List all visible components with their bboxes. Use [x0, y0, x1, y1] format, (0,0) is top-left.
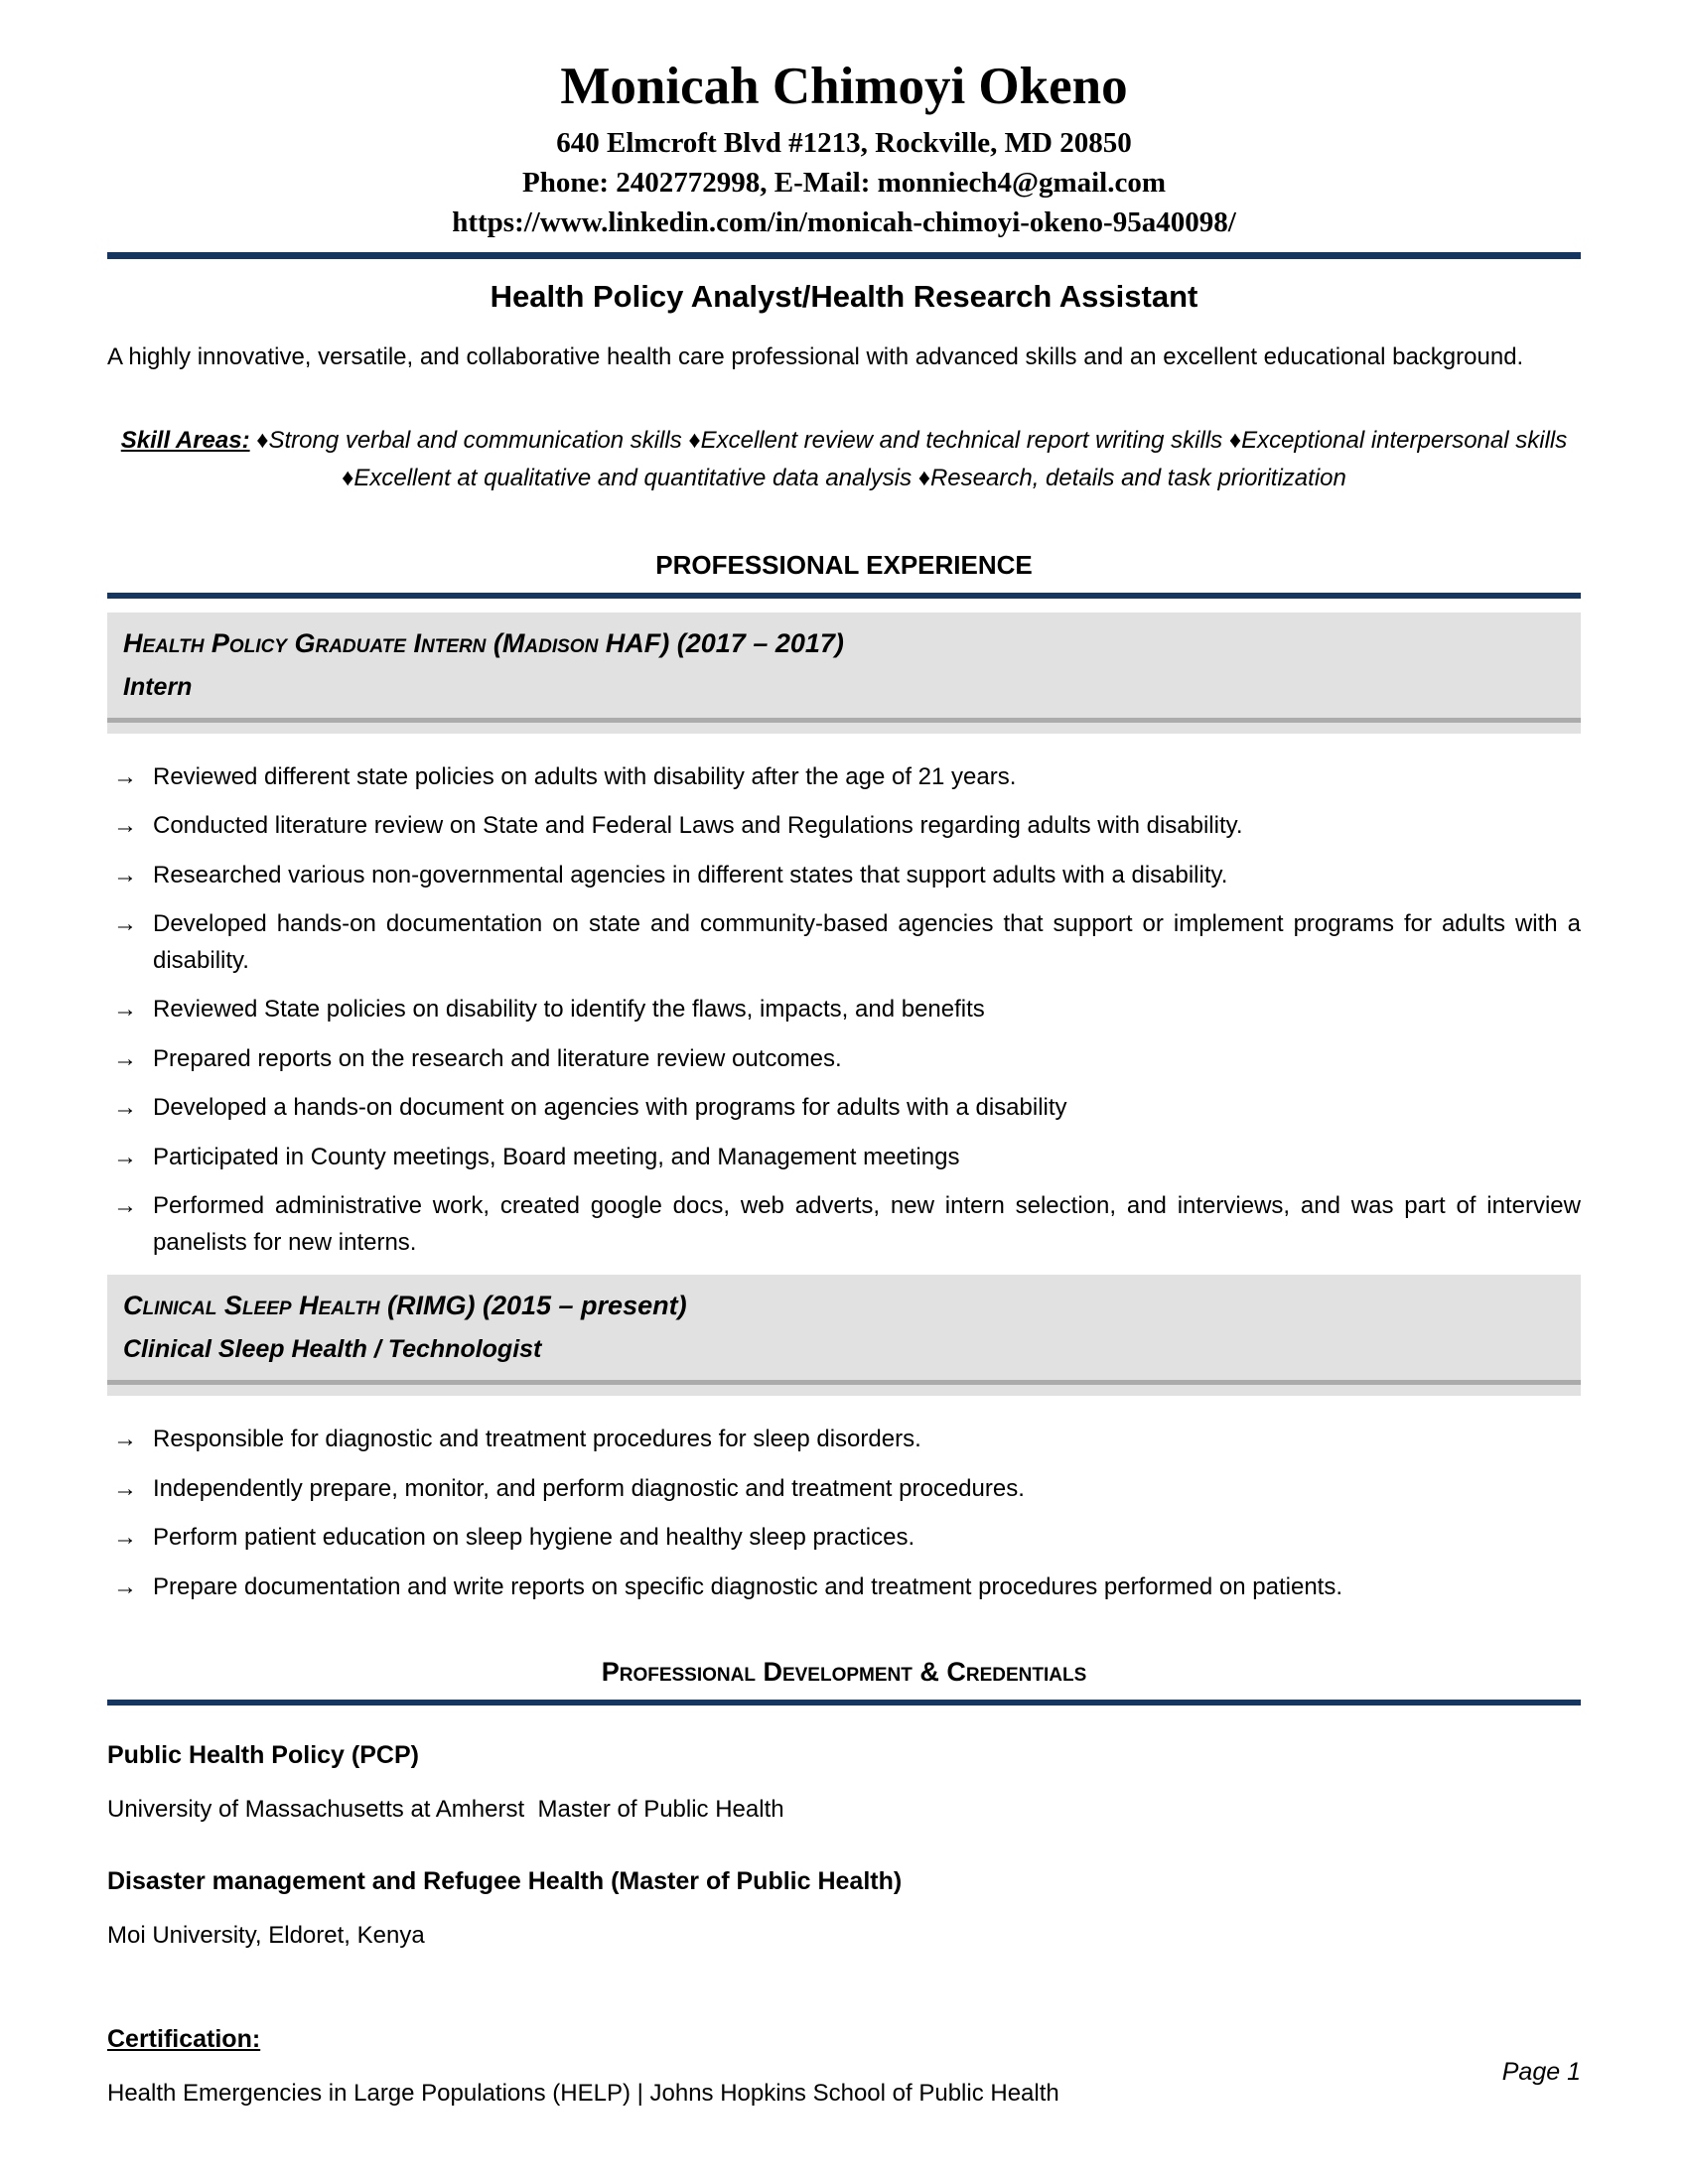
section-heading-development: Professional Development & Credentials [601, 1657, 1087, 1688]
arrow-bullet-icon: → [113, 1474, 137, 1502]
arrow-bullet-icon: → [113, 1426, 137, 1453]
bullet-item [107, 906, 1581, 979]
bullet-text: Prepared reports on the research and literature review outcomes. [153, 1044, 842, 1072]
job-bullet-list [107, 759, 1581, 1261]
job-subtitle: Intern [123, 672, 193, 701]
header-divider-rule [107, 252, 1581, 259]
arrow-bullet-icon: → [113, 1572, 137, 1600]
bullet-text: Prepare documentation and write reports on specific diagnostic and treatment procedures performed on patients. [153, 1572, 1343, 1600]
bullet-text: Independently prepare, monitor, and perform diagnostic and treatment procedures. [153, 1474, 1025, 1502]
arrow-bullet-icon: → [113, 1044, 137, 1072]
education-heading: Public Health Policy (PCP) [107, 1741, 419, 1770]
arrow-bullet-icon: → [113, 1143, 137, 1170]
skill-areas-label: Skill Areas: [120, 427, 250, 455]
education-detail: University of Massachusetts at Amherst Master of Public Health [107, 1796, 784, 1824]
certification-label: Certification: [107, 2025, 261, 2054]
education-heading: Disaster management and Refugee Health (Master of Public Health) [107, 1867, 903, 1896]
skill-areas [107, 422, 1581, 498]
bullet-text: Conducted literature review on State and Federal Laws and Regulations regarding adults with disability. [153, 812, 1243, 840]
bullet-item [107, 1520, 1581, 1556]
bullet-item [107, 1422, 1581, 1457]
bullet-item [107, 808, 1581, 844]
bullet-text: Reviewed State policies on disability to identify the flaws, impacts, and benefits [153, 996, 985, 1024]
bullet-item [107, 858, 1581, 893]
section-heading-experience: PROFESSIONAL EXPERIENCE [655, 549, 1033, 580]
job-title [123, 626, 1565, 661]
bullet-text: Reviewed different state policies on adults with disability after the age of 21 years. [153, 762, 1017, 790]
bullet-text: Perform patient education on sleep hygiene and healthy sleep practices. [153, 1524, 915, 1552]
bullet-item [107, 1140, 1581, 1175]
certification-block [107, 2025, 1581, 2108]
arrow-bullet-icon: → [113, 1192, 137, 1220]
education-detail: Moi University, Eldoret, Kenya [107, 1922, 425, 1950]
development-heading-rule [107, 1700, 1581, 1706]
bullet-item [107, 1041, 1581, 1077]
contact-line: Phone: 2402772998, E-Mail: monniech4@gmail.com [521, 166, 1166, 199]
arrow-bullet-icon: → [113, 996, 137, 1024]
bullet-item [107, 1188, 1581, 1261]
education-entry [107, 1867, 1581, 1950]
bullet-text: Responsible for diagnostic and treatment procedures for sleep disorders. [153, 1426, 921, 1453]
person-name: Monicah Chimoyi Okeno [560, 58, 1128, 115]
arrow-bullet-icon: → [113, 861, 137, 888]
job-bullet-list [107, 1422, 1581, 1605]
education-entry [107, 1741, 1581, 1824]
header [107, 56, 1581, 242]
summary-paragraph: A highly innovative, versatile, and collaborative health care professional with advanced skills and an excellent educational background. [107, 342, 1524, 370]
bullet-text: Developed hands-on documentation on state and community-based agencies that support or implement programs for adults with a disability. [153, 910, 1581, 974]
bullet-item [107, 1570, 1581, 1605]
bullet-text: Developed a hands-on document on agencies with programs for adults with a disability [153, 1094, 1067, 1122]
experience-heading-rule [107, 593, 1581, 599]
job-title-main: Health Policy Graduate Intern (Madison HAF) (2017 – 2017) [123, 627, 844, 658]
bullet-item [107, 992, 1581, 1027]
arrow-bullet-icon: → [113, 1524, 137, 1552]
bullet-text: Performed administrative work, created google docs, web adverts, new intern selection, and interviews, and was part of interview panelists for new interns. [153, 1192, 1581, 1256]
job-header-divider [107, 718, 1581, 723]
certification-detail: Health Emergencies in Large Populations (HELP) | Johns Hopkins School of Public Health [107, 2080, 1059, 2108]
arrow-bullet-icon: → [113, 762, 137, 790]
arrow-bullet-icon: → [113, 1094, 137, 1122]
bullet-text: Participated in County meetings, Board meeting, and Management meetings [153, 1143, 960, 1170]
linkedin-url: https://www.linkedin.com/in/monicah-chimoyi-okeno-95a40098/ [452, 205, 1236, 238]
job-subtitle: Clinical Sleep Health / Technologist [123, 1335, 542, 1364]
resume-title: Health Policy Analyst/Health Research Assistant [490, 278, 1198, 314]
arrow-bullet-icon: → [113, 910, 137, 938]
job-title-main: Clinical Sleep Health (RIMG) (2015 – [123, 1291, 582, 1321]
job-header-clinical-sleep-health [107, 1275, 1581, 1396]
job-title-suffix: present) [581, 1291, 687, 1321]
bullet-item [107, 1471, 1581, 1507]
job-header-divider [107, 1380, 1581, 1385]
bullet-item [107, 759, 1581, 795]
arrow-bullet-icon: → [113, 812, 137, 840]
skill-areas-text: ♦Strong verbal and communication skills ♦Excellent review and technical report writing skills ♦Exceptional interpersonal skills ♦Excellent at qualitative and quantitative data analysis ♦Research, details and task prioritization [249, 427, 1574, 492]
job-header-health-policy-intern [107, 613, 1581, 734]
bullet-text: Researched various non-governmental agencies in different states that support adults with a disability. [153, 861, 1228, 888]
address-line: 640 Elmcroft Blvd #1213, Rockville, MD 20850 [556, 126, 1132, 159]
page-number: Page 1 [1501, 2058, 1581, 2086]
job-title [123, 1289, 1565, 1323]
bullet-item [107, 1090, 1581, 1126]
